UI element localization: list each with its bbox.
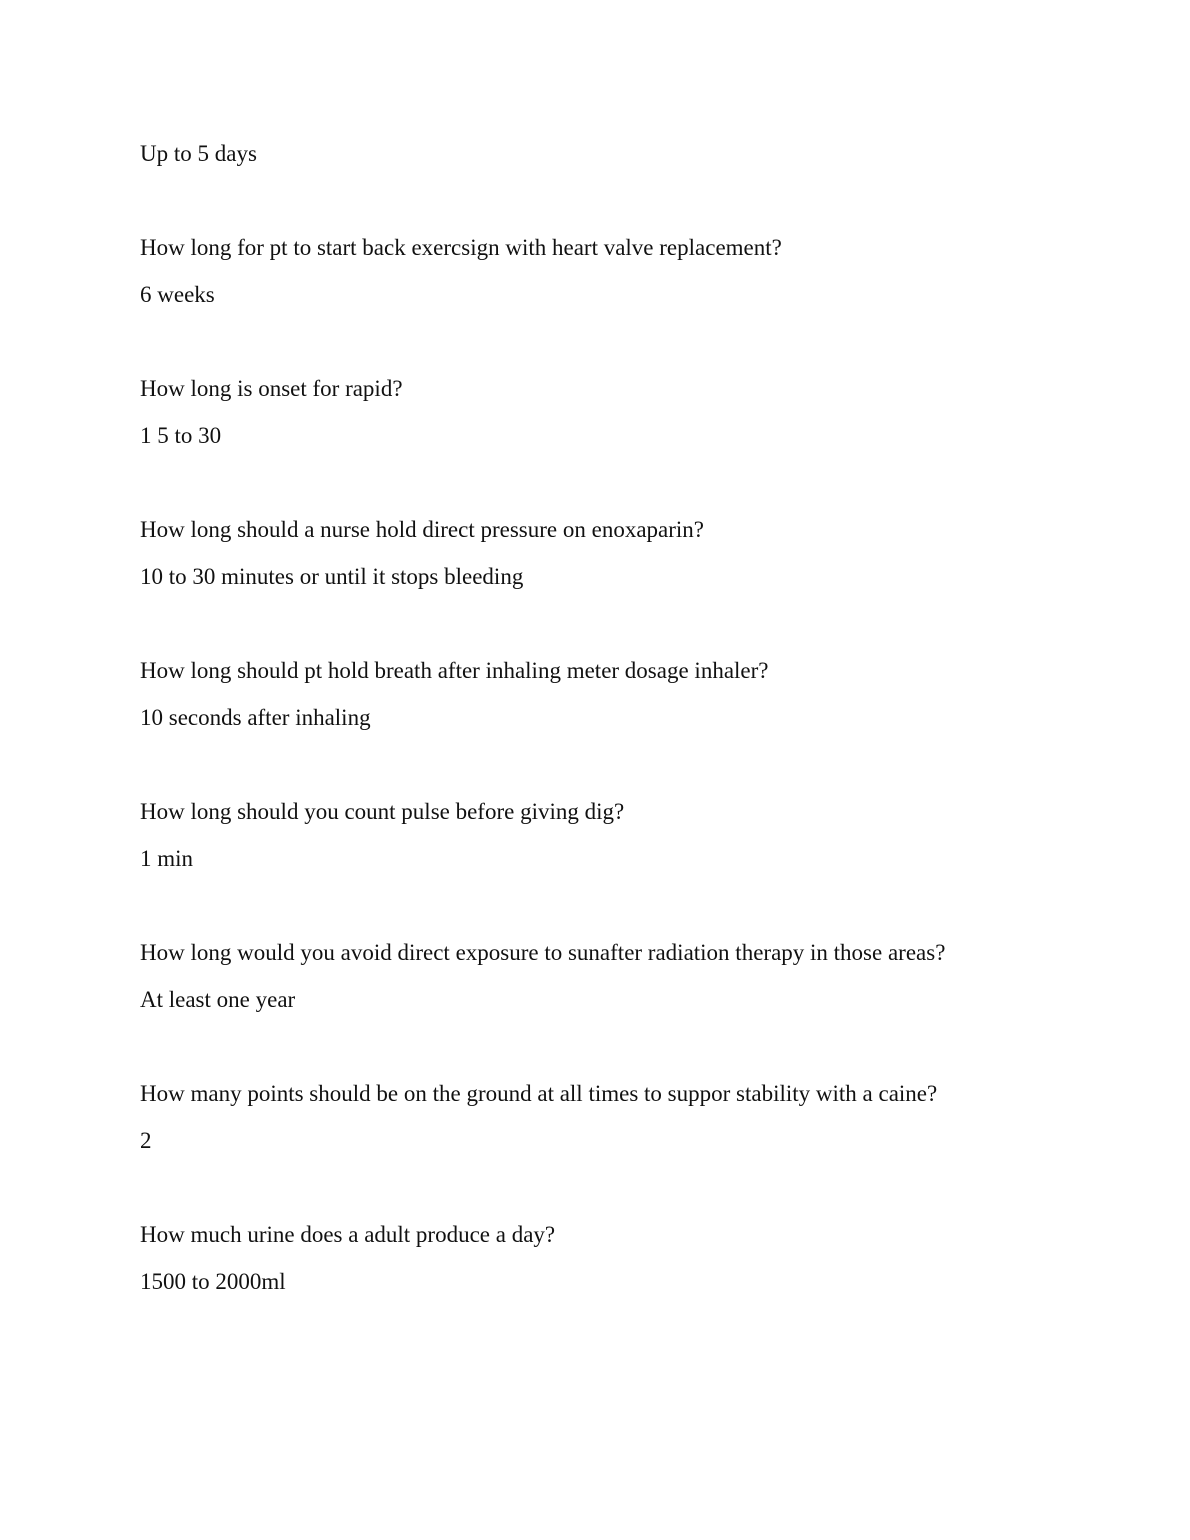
question-text: How long should a nurse hold direct pressure on enoxaparin? <box>140 517 704 542</box>
qa-item-5 <box>140 796 1050 874</box>
question-text: How long would you avoid direct exposure to sunafter radiation therapy in those areas? <box>140 940 946 965</box>
question-text: How long for pt to start back exercsign with heart valve replacement? <box>140 235 782 260</box>
qa-item-3 <box>140 514 1050 592</box>
qa-item-1 <box>140 232 1050 310</box>
answer-text: 6 weeks <box>140 282 215 307</box>
answer-text: 2 <box>140 1128 152 1153</box>
answer-text: 10 to 30 minutes or until it stops bleeding <box>140 564 524 589</box>
qa-item-2 <box>140 373 1050 451</box>
qa-item-6 <box>140 937 1050 1015</box>
answer-text: 1500 to 2000ml <box>140 1269 286 1294</box>
document-content <box>140 138 1050 1360</box>
answer-text: 1 min <box>140 846 194 871</box>
answer-text: 10 seconds after inhaling <box>140 705 371 730</box>
qa-item-8 <box>140 1219 1050 1297</box>
question-text: How long should pt hold breath after inhaling meter dosage inhaler? <box>140 658 769 683</box>
qa-item-7 <box>140 1078 1050 1156</box>
qa-item-4 <box>140 655 1050 733</box>
question-text: How long is onset for rapid? <box>140 376 403 401</box>
answer-text: 1 5 to 30 <box>140 423 222 448</box>
answer-text: At least one year <box>140 987 296 1012</box>
lead-answer: Up to 5 days <box>140 141 257 166</box>
question-text: How many points should be on the ground at all times to suppor stability with a caine? <box>140 1081 938 1106</box>
question-text: How much urine does a adult produce a day? <box>140 1222 556 1247</box>
question-text: How long should you count pulse before giving dig? <box>140 799 625 824</box>
